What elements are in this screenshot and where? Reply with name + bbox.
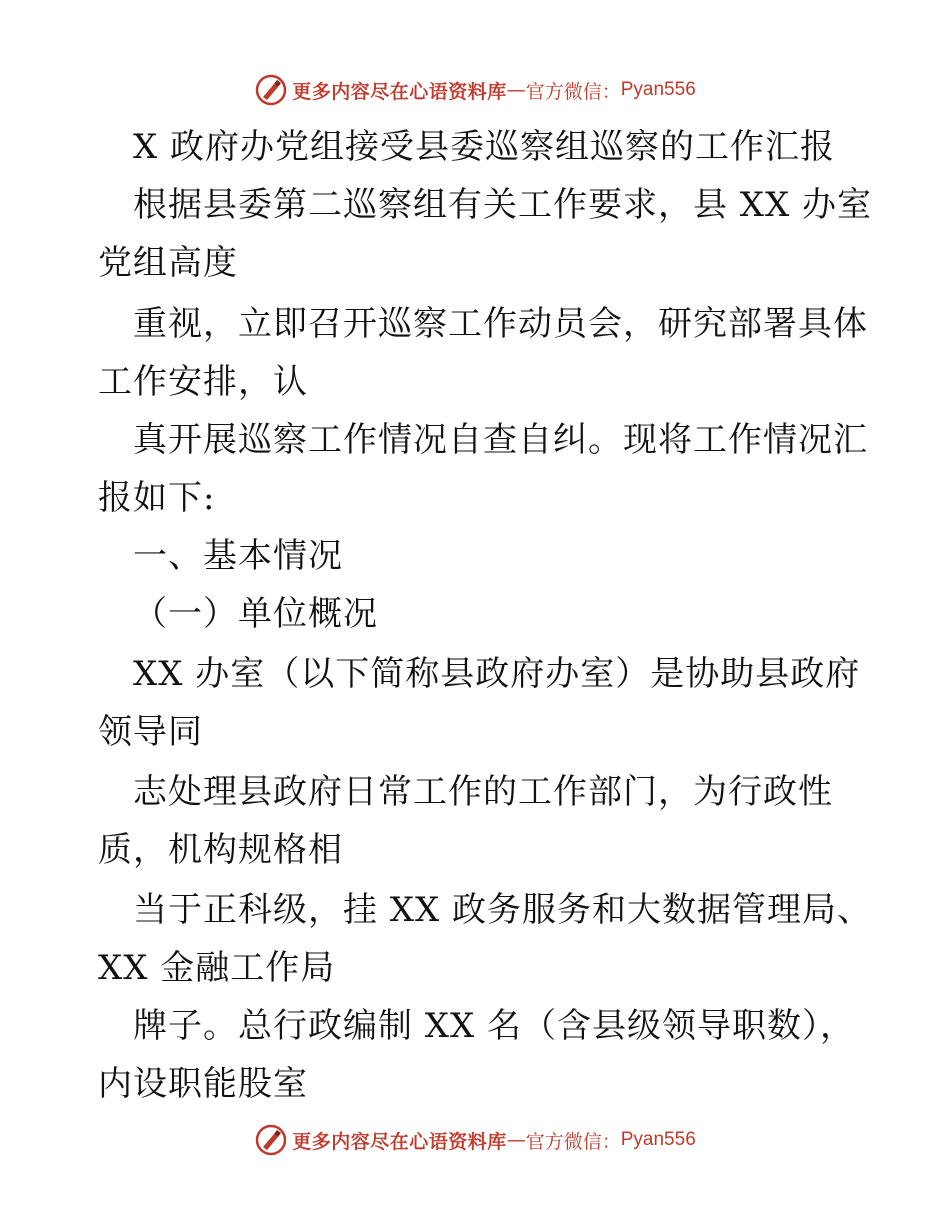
- paragraph-line: 党组高度: [98, 243, 238, 283]
- paragraph-line: 内设职能股室: [98, 1064, 308, 1104]
- watermark-main-text: 更多内容尽在心语资料库: [292, 80, 507, 103]
- watermark-wechat-label: 官方微信：: [525, 80, 621, 103]
- paragraph-line: 牌子。总行政编制 XX 名（含县级领导职数），: [133, 1006, 856, 1046]
- paragraph-line: XX 办室（以下简称县政府办室）是协助县政府: [133, 654, 861, 694]
- paragraph-line: 质，机构规格相: [98, 830, 343, 870]
- paragraph-line: 志处理县政府日常工作的工作部门，为行政性: [133, 772, 833, 812]
- watermark-dash: —: [506, 79, 526, 101]
- watermark-main-text: 更多内容尽在心语资料库: [292, 1130, 507, 1153]
- paragraph-line: 报如下:: [98, 478, 216, 518]
- paragraph-line: 真开展巡察工作情况自查自纠。现将工作情况汇: [133, 420, 868, 460]
- paragraph-line: 领导同: [98, 712, 203, 752]
- pen-logo-icon: [254, 73, 288, 107]
- section-heading: 一、基本情况: [133, 536, 343, 576]
- paragraph-line: 工作安排，认: [98, 362, 308, 402]
- watermark-wechat-label: 官方微信：: [525, 1130, 621, 1153]
- watermark-wechat-id: Pyan556: [620, 79, 696, 100]
- subsection-heading: （一）单位概况: [133, 594, 378, 634]
- paragraph-line: 当于正科级，挂 XX 政务服务和大数据管理局、: [133, 890, 873, 930]
- watermark-footer: [0, 1120, 950, 1160]
- watermark-dash: —: [506, 1129, 526, 1151]
- paragraph-line: 根据县委第二巡察组有关工作要求，县 XX 办室: [133, 185, 873, 225]
- paragraph-line: 重视，立即召开巡察工作动员会，研究部署具体: [133, 304, 868, 344]
- watermark-wechat-id: Pyan556: [620, 1129, 696, 1150]
- watermark-header: [0, 70, 950, 110]
- paragraph-line: XX 金融工作局: [98, 948, 336, 988]
- document-title: X 政府办党组接受县委巡察组巡察的工作汇报: [133, 127, 836, 167]
- pen-logo-icon: [254, 1123, 288, 1157]
